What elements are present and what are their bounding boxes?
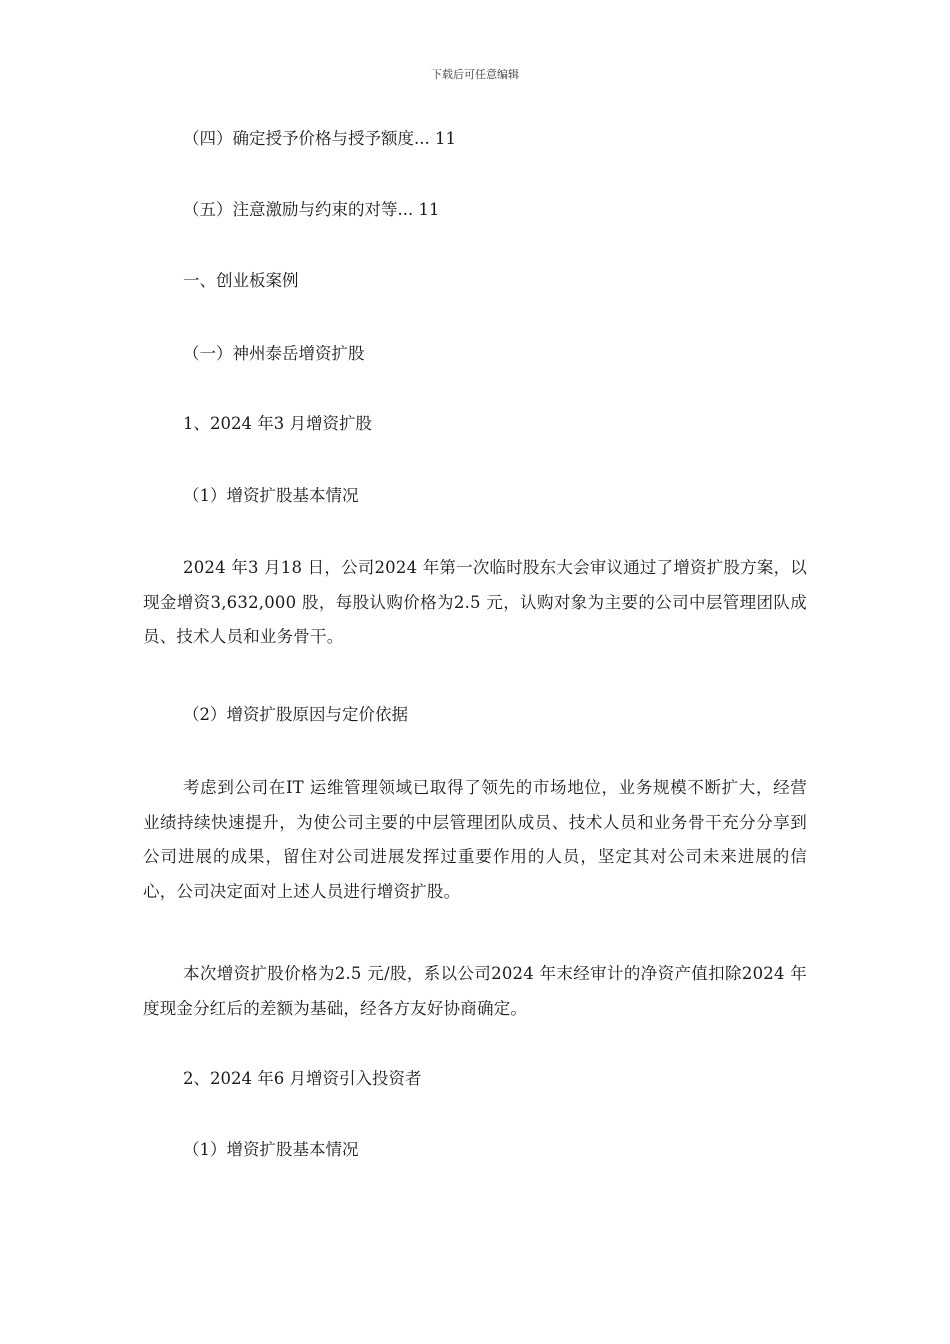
toc-entry-5[interactable]: （五）注意激励与约束的对等... 11 — [183, 200, 440, 219]
subheading-2-1: （1）增资扩股基本情况 — [183, 1140, 359, 1159]
subheading-1-2: （2）增资扩股原因与定价依据 — [183, 705, 408, 724]
paragraph-2: 考虑到公司在IT 运维管理领域已取得了领先的市场地位，业务规模不断扩大，经营业绩持续快速提升，为使公司主要的中层管理团队成员、技术人员和业务骨干充分分享到公司进展的成果，留住对公司进展发挥过重要作用的人员，坚定其对公司未来进展的信心，公司决定面对上述人员进行增资扩股。 — [143, 778, 807, 901]
section-heading: 一、创业板案例 — [183, 271, 299, 290]
item-heading-1: 1、2024 年3 月增资扩股 — [183, 414, 372, 433]
item-heading-2: 2、2024 年6 月增资引入投资者 — [183, 1069, 422, 1088]
paragraph-1: 2024 年3 月18 日，公司2024 年第一次临时股东大会审议通过了增资扩股方案，以现金增资3,632,000 股，每股认购价格为2.5 元，认购对象为主要的公司中层管理团队成员、技术人员和业务骨干。 — [143, 558, 807, 646]
subheading-1-1: （1）增资扩股基本情况 — [183, 486, 359, 505]
page-header: 下载后可任意编辑 — [431, 68, 519, 81]
toc-entry-4[interactable]: （四）确定授予价格与授予额度... 11 — [183, 129, 456, 148]
paragraph-3: 本次增资扩股价格为2.5 元/股，系以公司2024 年末经审计的净资产值扣除2024 年度现金分红后的差额为基础，经各方友好协商确定。 — [143, 964, 807, 1018]
case-heading: （一）神州泰岳增资扩股 — [183, 344, 365, 363]
